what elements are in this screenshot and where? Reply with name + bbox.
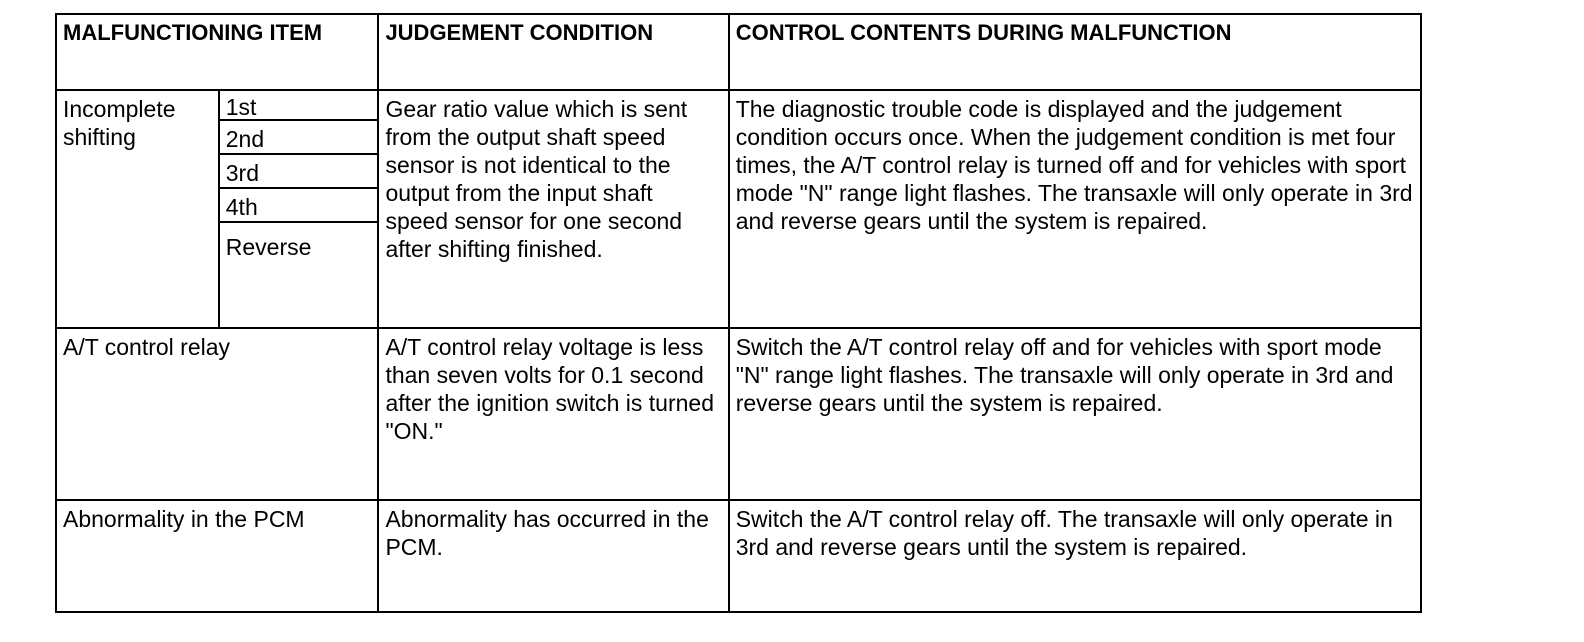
- control-cell: Switch the A/T control relay off. The transaxle will only operate in 3rd and reverse gears until the system is repaired.: [729, 500, 1421, 612]
- item-cell: Incomplete shifting: [56, 90, 219, 328]
- table-row: [56, 500, 1421, 612]
- table-row: [56, 328, 1421, 500]
- header-control-contents: CONTROL CONTENTS DURING MALFUNCTION: [729, 14, 1421, 90]
- item-cell: A/T control relay: [56, 328, 378, 500]
- judgement-cell: A/T control relay voltage is less than seven volts for 0.1 second after the ignition switch is turned "ON.": [378, 328, 728, 500]
- malfunction-table: [55, 13, 1422, 613]
- gear-item: Reverse: [220, 221, 378, 289]
- header-judgement-condition: JUDGEMENT CONDITION: [378, 14, 728, 90]
- gear-item: 2nd: [220, 119, 378, 153]
- gear-list-cell: [219, 90, 379, 328]
- judgement-cell: Abnormality has occurred in the PCM.: [378, 500, 728, 612]
- item-cell: Abnormality in the PCM: [56, 500, 378, 612]
- header-row: [56, 14, 1421, 90]
- control-cell: The diagnostic trouble code is displayed and the judgement condition occurs once. When the judgement condition is met four times, the A/T control relay is turned off and for vehicles with sport mode "N" range light flashes. The transaxle will only operate in 3rd and reverse gears until the system is repaired.: [729, 90, 1421, 328]
- gear-item: 4th: [220, 187, 378, 221]
- header-malfunctioning-item: MALFUNCTIONING ITEM: [56, 14, 378, 90]
- judgement-cell: Gear ratio value which is sent from the output shaft speed sensor is not identical to the output from the input shaft speed sensor for one second after shifting finished.: [378, 90, 728, 328]
- control-cell: Switch the A/T control relay off and for vehicles with sport mode "N" range light flashes. The transaxle will only operate in 3rd and reverse gears until the system is repaired.: [729, 328, 1421, 500]
- gear-item: 1st: [225, 94, 257, 120]
- gear-item: 3rd: [220, 153, 378, 187]
- table-row: [56, 90, 1421, 328]
